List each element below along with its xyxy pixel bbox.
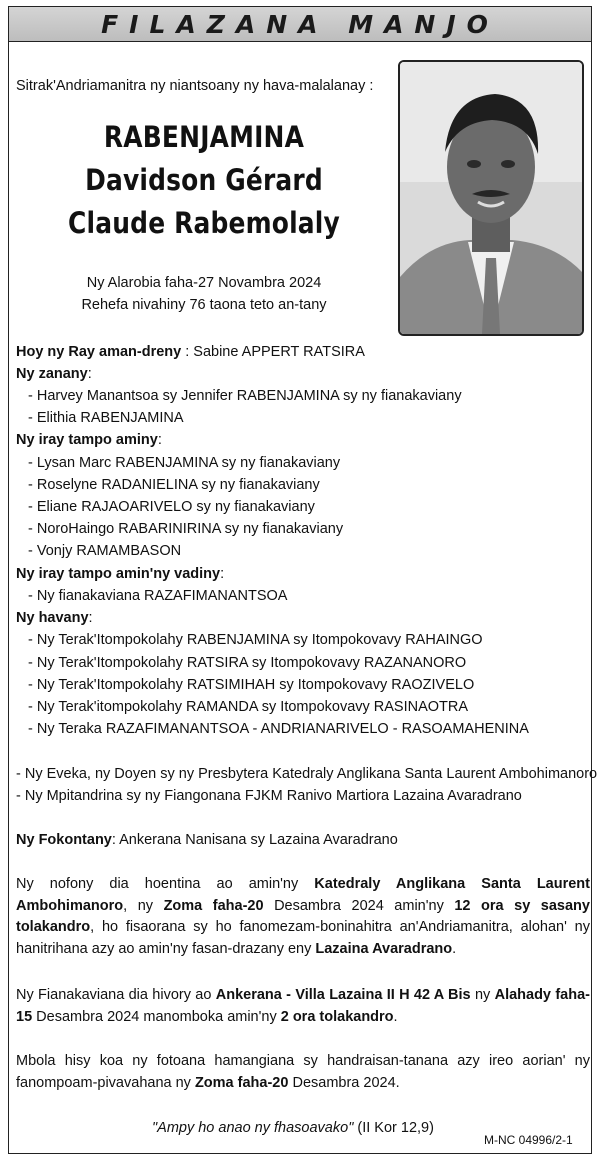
list-item: - Ny Terak'itompokolahy RAMANDA sy Itompokovavy RASINAOTRA — [28, 699, 469, 715]
bible-verse — [152, 1120, 434, 1136]
funeral-text-5: . — [452, 940, 457, 957]
wake-paragraph — [16, 985, 590, 1028]
list-item: - Ny fianakaviana RAZAFIMANANTSOA — [28, 588, 288, 604]
portrait-photo-icon — [400, 62, 582, 334]
list-item: - Eliane RAJAOARIVELO sy ny fianakaviany — [28, 499, 315, 515]
header-title: FILAZANA MANJO — [101, 9, 499, 39]
list-item: - Ny Terak'Itompokolahy RATSIMIHAH sy Itompokovavy RAOZIVELO — [28, 677, 475, 693]
fokontany-value: : Ankerana Nanisana sy Lazaina Avaradrano — [111, 832, 398, 848]
siblings-heading — [16, 432, 162, 448]
ad-reference: M-NC 04996/2-1 — [484, 1133, 573, 1147]
notice-header — [9, 7, 591, 42]
deceased-name-line3: Claude Rabemolaly — [68, 206, 340, 240]
funeral-time: 12 ora sy sasany tolakandro — [16, 897, 590, 935]
list-item: - Vonjy RAMAMBASON — [28, 543, 182, 559]
wake-time: 2 ora tolakandro — [280, 1008, 394, 1025]
wake-text-4: . — [393, 1008, 398, 1025]
funeral-text-2: , ny — [123, 897, 164, 914]
list-item: - Ny Terak'Itompokolahy RABENJAMINA sy Itompokovavy RAHAINGO — [28, 632, 483, 648]
wake-address: Ankerana - Villa Lazaina II H 42 A Bis — [215, 987, 471, 1003]
spouse-line — [16, 344, 365, 360]
condolence-day: Zoma faha-20 — [194, 1074, 289, 1091]
children-colon: : — [87, 366, 92, 382]
condolence-text-2: Desambra 2024. — [288, 1074, 400, 1091]
relatives-colon: : — [88, 610, 93, 626]
funeral-text-3: Desambra 2024 amin'ny — [263, 897, 455, 914]
list-item: - Lysan Marc RABENJAMINA sy ny fianakaviany — [28, 455, 341, 471]
spouse-siblings-label: Ny iray tampo amin'ny vadiny — [16, 566, 221, 582]
list-item: - Harvey Manantsoa sy Jennifer RABENJAMINA sy ny fianakaviany — [28, 388, 462, 404]
fokontany-line — [16, 832, 398, 848]
relatives-heading — [16, 610, 93, 626]
wake-day: Alahady faha-15 — [16, 987, 590, 1025]
condolence-paragraph — [16, 1051, 590, 1094]
list-item: - Ny Teraka RAZAFIMANANTSOA - ANDRIANARIVELO - RASOAMAHENINA — [28, 721, 529, 737]
relatives-label: Ny havany — [16, 610, 89, 626]
list-item: - Roselyne RADANIELINA sy ny fianakaviany — [28, 477, 320, 493]
siblings-colon: : — [157, 432, 162, 448]
siblings-label: Ny iray tampo aminy — [16, 432, 158, 448]
list-item: - NoroHaingo RABARINIRINA sy ny fianakaviany — [28, 521, 344, 537]
spouse-siblings-colon: : — [220, 566, 225, 582]
list-item: - Elithia RABENJAMINA — [28, 410, 184, 426]
deceased-name-line1: RABENJAMINA — [103, 120, 305, 154]
children-label: Ny zanany — [16, 366, 88, 382]
funeral-burial-place: Lazaina Avaradrano — [315, 940, 453, 957]
portrait-photo — [398, 60, 584, 336]
funeral-text-1: Ny nofony dia hoentina ao amin'ny — [16, 876, 315, 892]
death-date: Ny Alarobia faha-27 Novambra 2024 — [86, 275, 322, 291]
funeral-text-4: , ho fisaorana sy ho fanomezam-boninahitra an'Andriamanitra, alohan' ny hanitrihana azy ao amin'ny fasan-drazany eny — [16, 919, 590, 957]
children-heading — [16, 366, 92, 382]
church-line-2: - Ny Mpitandrina sy ny Fiangonana FJKM Ranivo Martiora Lazaina Avaradrano — [16, 788, 522, 804]
verse-quote: "Ampy ho anao ny fhasoavako" — [152, 1120, 354, 1136]
spouse-value: : Sabine APPERT RATSIRA — [181, 344, 365, 360]
funeral-paragraph — [16, 874, 590, 960]
wake-text-1: Ny Fianakaviana dia hivory ao — [16, 987, 216, 1003]
spouse-siblings-heading — [16, 566, 224, 582]
funeral-church: Katedraly Anglikana Santa Laurent Ambohimanoro — [16, 876, 590, 914]
condolence-text-1: Mbola hisy koa ny fotoana hamangiana sy handraisan-tanana azy ireo aorian' ny fanompoam-pivavahana ny — [16, 1053, 590, 1091]
spouse-label: Hoy ny Ray aman-dreny — [16, 344, 182, 360]
deceased-name-line2: Davidson Gérard — [85, 163, 323, 197]
verse-ref: (II Kor 12,9) — [353, 1120, 434, 1136]
age-text: Rehefa nivahiny 76 taona teto an-tany — [81, 297, 327, 313]
funeral-day: Zoma faha-20 — [163, 897, 264, 914]
intro-text: Sitrak'Andriamanitra ny niantsoany ny hava-malalanay : — [16, 78, 374, 94]
wake-text-3: Desambra 2024 manomboka amin'ny — [32, 1008, 281, 1025]
fokontany-label: Ny Fokontany — [16, 832, 112, 848]
church-line-1: - Ny Eveka, ny Doyen sy ny Presbytera Katedraly Anglikana Santa Laurent Ambohimanoro — [16, 766, 598, 782]
list-item: - Ny Terak'Itompokolahy RATSIRA sy Itompokovavy RAZANANORO — [28, 655, 467, 671]
wake-text-2: ny — [470, 987, 495, 1003]
